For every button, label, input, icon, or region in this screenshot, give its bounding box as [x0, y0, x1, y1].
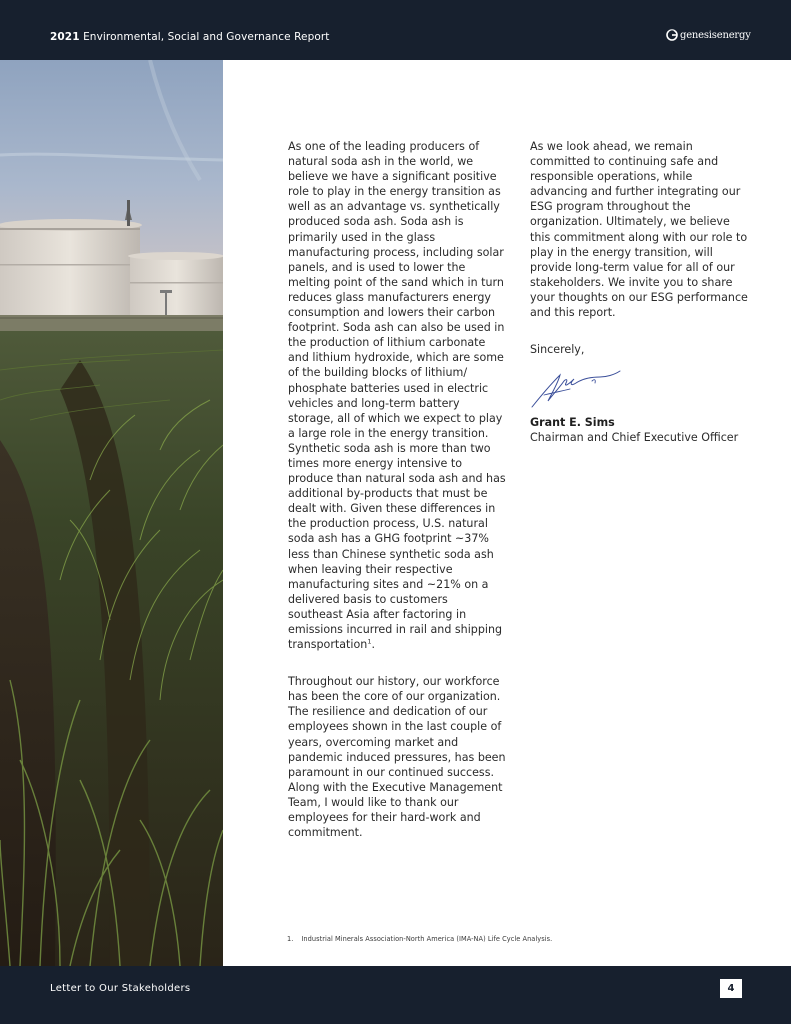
hero-photo [0, 60, 223, 966]
footnote-number: 1. [287, 935, 294, 943]
signer-title: Chairman and Chief Executive Officer [530, 431, 739, 445]
signer-name: Grant E. Sims [530, 416, 615, 430]
letter-paragraph: As one of the leading producers of natural soda ash in the world, we believe we have a significant positive role to play in the energy transition as well as an advantage vs. synthetically produced soda ash. Soda ash is primarily used in the glass manufacturing process, including solar panels, and is used to lower the melting point of the sand which in turn reduces glass manufacturers energy consumption and lowers their carbon footprint. Soda ash can also be used in the production of lithium carbonate and lithium hydroxide, which are some of the building blocks of lithium/ phosphate batteries used in electric vehicles and long-term battery storage, all of which we expect to play a large role in the energy transition. Synthetic soda ash is more than two times more energy intensive to produce than natural soda ash and has additional by-products that must be dealt with. Given these differences in the production process, U.S. natural soda ash has a GHG footprint ~37% less than Chinese synthetic soda ash when leaving their respective manufacturing sites and ~21% on a delivered basis to customers southeast Asia after factoring in emissions incurred in rail and shipping transportation$^1$. [288, 140, 506, 652]
report-year: 2021 [50, 31, 80, 43]
footnote-reference: 1 [367, 637, 372, 646]
field-and-tanks-image [0, 60, 223, 966]
report-title-text: Environmental, Social and Governance Report [83, 31, 330, 43]
logo-text: genesisenergy [680, 29, 751, 41]
company-logo [666, 29, 751, 41]
footnote-text: Industrial Minerals Association-North America (IMA-NA) Life Cycle Analysis. [301, 935, 553, 943]
genesis-logo-icon [666, 29, 678, 41]
letter-paragraph-workforce: Throughout our history, our workforce has been the core of our organization. The resilience and dedication of our employees shown in the last couple of years, overcoming market and pandemic induced pressures, has been paramount in our continued success. Along with the Executive Management Team, I would like to thank our employees for their hard-work and commitment. [288, 675, 506, 840]
footer-bar [0, 966, 791, 1024]
paragraph-text-soda-ash: As one of the leading producers of natural soda ash in the world, we believe we have a significant positive role to play in the energy transition as well as an advantage vs. synthetically produced soda ash. Soda ash is primarily used in the glass manufacturing process, including solar panels, and is used to lower the melting point of the sand which in turn reduces glass manufacturers energy consumption and lowers their carbon footprint. Soda ash can also be used in the production of lithium carbonate and lithium hydroxide, which are some of the building blocks of lithium/ phosphate batteries used in electric vehicles and long-term battery storage, all of which we expect to play a large role in the energy transition. Synthetic soda ash is more than two times more energy intensive to produce than natural soda ash and has additional by-products that must be dealt with. Given these differences in the production process, U.S. natural soda ash has a GHG footprint ~37% less than Chinese synthetic soda ash when leaving their respective manufacturing sites and ~21% on a delivered basis to customers southeast Asia after factoring in emissions incurred in rail and shipping transportation [288, 140, 506, 652]
footnote [287, 935, 552, 943]
letter-right-column [530, 139, 752, 445]
signature-icon [530, 367, 625, 411]
section-name: Letter to Our Stakeholders [50, 983, 191, 994]
page-number: 4 [720, 979, 742, 998]
header-bar [0, 0, 791, 60]
closing-salutation: Sincerely, [530, 343, 585, 357]
letter-left-column [288, 139, 506, 840]
report-title [50, 31, 330, 43]
letter-paragraph-outlook: As we look ahead, we remain committed to continuing safe and responsible operations, while advancing and further integrating our ESG program throughout the organization. Ultimately, we believe this commitment along with our role to play in the energy transition, will provide long-term value for all of our stakeholders. We invite you to share your thoughts on our ESG performance and this report. [530, 140, 748, 320]
